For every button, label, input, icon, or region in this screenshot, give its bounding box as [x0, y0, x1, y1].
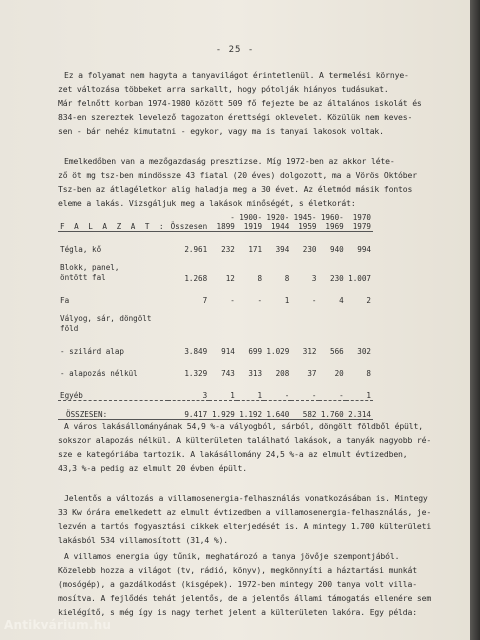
watermark-logo: Antikvárium.hu	[4, 618, 112, 632]
label-line: föld	[60, 324, 79, 333]
label-line: öntött fal	[60, 273, 106, 282]
text-line: 834-en szereztek levelező tagozaton érettségi oklevelet. Közülük nem keves-	[58, 112, 413, 123]
table-cell: 394	[275, 245, 290, 254]
header-line: 1969	[325, 222, 344, 231]
table-cell: 1	[366, 391, 371, 400]
row-label: - alapozás nélkül	[60, 369, 138, 378]
table-cell: 4	[339, 296, 344, 305]
text-line: 43,3 %-a pedig az elmult 20 évben épült.	[58, 463, 247, 474]
table-cell: 3	[202, 391, 208, 400]
table-cell: 171	[248, 245, 263, 254]
electricity-paragraph	[58, 491, 443, 547]
total-label: ÖSSZESEN:	[66, 410, 108, 419]
header-line: 1945-	[293, 213, 317, 222]
header-line: 1970	[352, 213, 371, 222]
table-cell: 743	[221, 369, 235, 378]
header-line: 1960-	[320, 213, 344, 222]
table-header	[237, 205, 264, 232]
table-row	[58, 378, 373, 401]
header-line: -	[230, 213, 235, 222]
text-line: Emelkedőben van a mezőgazdaság presztizse. Míg 1972-ben az akkor léte-	[64, 156, 395, 166]
text-line: ző öt mg tsz-ben mindössze 43 fiatal (20 éves) dolgozott, ma a Vörös Október	[58, 170, 417, 181]
table-row	[58, 334, 373, 356]
text-line: kielégítő, s még így is nagy terhet jelent a külterületen lakóra. Egy példa:	[58, 607, 417, 618]
text-line: mosítva. A fejlődés tehát jelentős, de a jelentős állami támogatás ellenére sem	[58, 593, 432, 604]
text-line: sze e kategóriába tartozik. A lakásállomány 24,5 %-a az elmult évtizedben,	[58, 449, 408, 460]
table-cell: -	[284, 391, 290, 400]
housing-paragraph	[58, 154, 443, 210]
table-header	[346, 205, 373, 232]
table-cell: 1	[230, 391, 235, 400]
table-cell: 1.329	[184, 369, 208, 378]
page-edge-shadow	[470, 0, 480, 640]
table-cell: 699	[248, 347, 263, 356]
intro-paragraph	[58, 68, 443, 138]
table-cell: -	[257, 296, 263, 305]
table-cell: 8	[366, 369, 371, 378]
table-cell: 1.007	[348, 274, 371, 283]
table-cell: 1.640	[266, 410, 290, 419]
table-cell: 2.961	[184, 245, 208, 254]
table-cell: 312	[302, 347, 317, 356]
table-cell: 9.417	[184, 410, 208, 419]
table-cell: 994	[357, 245, 371, 254]
text-line: sen - bár nehéz kimutatni - egykor, vagy ma is tanyai lakosok voltak.	[58, 126, 384, 137]
table-row	[58, 305, 373, 334]
table-header	[209, 205, 237, 232]
table-cell: 230	[330, 274, 344, 283]
label-line: Vályog, sár, döngölt	[60, 314, 152, 323]
table-cell: 3	[311, 274, 317, 283]
table-cell: 1.760	[320, 410, 344, 419]
table-cell: -	[311, 391, 317, 400]
header-line: 1944	[270, 222, 290, 231]
text-line: 33 Kw órára emelkedett az elmult évtizedben a villamosenergia-felhasználás, je-	[58, 507, 432, 518]
text-line: lakásból 534 villamosított (31,4 %).	[58, 535, 229, 546]
row-label: Fa	[60, 296, 70, 305]
table-cell: 1	[257, 391, 263, 400]
table-row	[58, 232, 373, 254]
page-number: - 25 -	[215, 45, 255, 55]
table-header	[319, 205, 346, 232]
text-line: Jelentős a változás a villamosenergia-felhasználás vonatkozásában is. Mintegy	[64, 493, 428, 503]
table-cell: 12	[225, 274, 235, 283]
header-line: 1919	[243, 222, 263, 231]
text-line: Tsz-ben az átlagéletkor alig haladja meg a 30 évet. Az életmód másik fontos	[58, 184, 413, 195]
table-cell: 582	[302, 410, 317, 419]
table-cell: 313	[248, 369, 263, 378]
table-cell: 2	[366, 296, 371, 305]
table-cell: 302	[357, 347, 371, 356]
table-header	[264, 205, 291, 232]
table-cell: 1.929	[211, 410, 235, 419]
table-row	[58, 283, 373, 305]
table-cell: 37	[307, 369, 317, 378]
table-header-row	[58, 205, 373, 232]
table-cell: -	[230, 296, 235, 305]
row-label: - szilárd alap	[60, 347, 125, 356]
table-cell: 1.029	[266, 347, 290, 356]
text-line: sokszor alapozás nélkül. A külterületen található lakások, a tanyák nagyobb ré-	[58, 435, 432, 446]
table-cell: 1	[284, 296, 290, 305]
table-cell: 2.314	[348, 410, 371, 419]
header-line: 1959	[298, 222, 317, 231]
table-cell: 1.268	[184, 274, 208, 283]
text-line: A város lakásállományának 54,9 %-a vályogból, sárból, döngölt földből épült,	[64, 421, 423, 431]
housing-table	[58, 205, 373, 420]
row-label: Egyéb	[60, 391, 83, 400]
text-line: Már felnőtt korban 1974-1980 között 509 fő fejezte be az általános iskolát és	[58, 98, 422, 109]
table-cell: 232	[221, 245, 235, 254]
row-label	[58, 254, 168, 283]
text-line: A villamos energia úgy tűnik, meghatározó a tanya jövője szempontjából.	[64, 551, 400, 561]
header-line: 1899	[216, 222, 235, 231]
table-cell: 8	[257, 274, 263, 283]
header-line: 1920-	[266, 213, 290, 222]
header-line: 1900-	[239, 213, 263, 222]
table-header: F A L A Z A T :	[60, 222, 167, 231]
header-line: 1979	[352, 222, 371, 231]
text-line: lezvén a tartós fogyasztási cikkek elterjedését is. A mintegy 1.700 külterületi	[58, 521, 432, 532]
table-cell: 566	[330, 347, 344, 356]
table-cell: 940	[330, 245, 344, 254]
text-line: (mosógép), a gazdálkodást (kisgépek). 1972-ben mintegy 200 tanya volt villa-	[58, 579, 417, 590]
table-row	[58, 356, 373, 378]
table-cell: -	[339, 391, 344, 400]
text-line: eleme a lakás. Vizsgáljuk meg a lakások minőségét, s életkorát:	[58, 198, 356, 209]
label-line: Blokk, panel,	[60, 263, 120, 272]
table-cell: 230	[302, 245, 317, 254]
table-cell: -	[311, 296, 317, 305]
table-cell: 914	[221, 347, 235, 356]
table-cell: 8	[284, 274, 290, 283]
text-line: zet változása többeket arra sarkallt, hogy pótolják hiányos tudásukat.	[58, 84, 389, 95]
table-total-row	[58, 401, 373, 420]
text-line: Ez a folyamat nem hagyta a tanyavilágot érintetlenül. A termelési környe-	[64, 70, 409, 80]
electric-energy-paragraph	[58, 549, 443, 619]
table-cell: 1.192	[239, 410, 263, 419]
table-cell: 20	[334, 369, 344, 378]
table-header	[291, 205, 318, 232]
row-label: Tégla, kő	[60, 245, 102, 254]
table-header: Összesen	[170, 222, 208, 231]
text-line: Közelebb hozza a világot (tv, rádió, könyv), megkönnyíti a háztartási munkát	[58, 565, 417, 576]
wall-material-paragraph	[58, 419, 443, 475]
row-label	[58, 305, 373, 334]
table-cell: 3.849	[184, 347, 208, 356]
table-row	[58, 254, 373, 283]
table-cell: 208	[275, 369, 290, 378]
table-cell: 7	[202, 296, 208, 305]
